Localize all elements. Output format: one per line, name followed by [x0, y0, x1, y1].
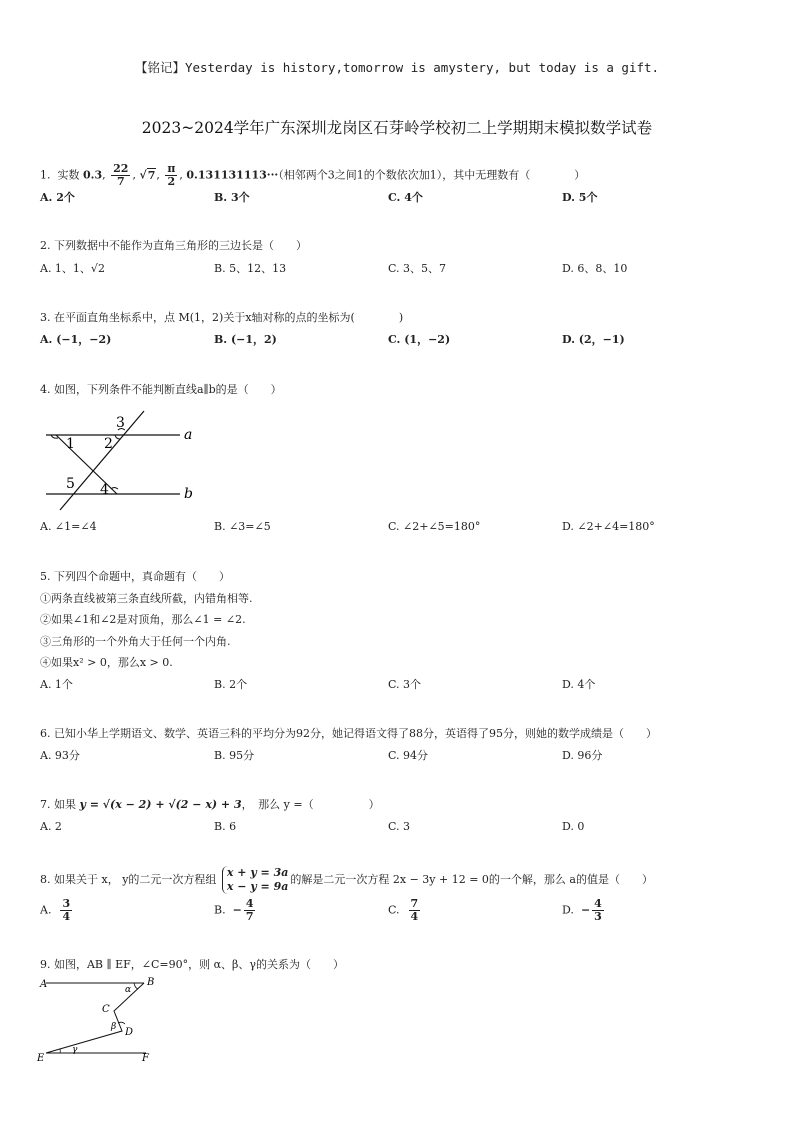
q2-option-c[interactable]: C. 3、5、7: [388, 262, 447, 275]
q4-label-4: 4: [100, 482, 109, 498]
q8-post: 的解是二元一次方程 2x − 3y + 12 = 0的一个解，那么 a的值是（ ）: [290, 873, 653, 886]
q4-option-b[interactable]: B. ∠3=∠5: [214, 520, 271, 533]
q7-post: ， 那么 y =（ ）: [241, 798, 380, 811]
q9-label-c: C: [102, 1004, 110, 1015]
question-9: 9. 如图，AB ∥ EF，∠C=90°，则 α、β、γ的关系为（ ）: [40, 958, 344, 971]
q8-option-b[interactable]: B. − $\frac{4}{7}$: [214, 897, 254, 923]
q4-label-a: a: [184, 427, 193, 443]
q4-label-1: 1: [66, 436, 75, 452]
q9-label-e: E: [37, 1053, 45, 1064]
q3-option-b[interactable]: B. (−1，2): [214, 333, 277, 346]
q9-label-alpha: α: [125, 985, 132, 995]
q9-label-gamma: γ: [72, 1045, 78, 1055]
q4-option-d[interactable]: D. ∠2+∠4=180°: [562, 520, 655, 533]
q9-label-beta: β: [111, 1022, 117, 1032]
q8-option-d[interactable]: D. − $\frac{4}{3}$: [562, 897, 602, 923]
q8-pre: 8. 如果关于 x， y的二元一次方程组: [40, 873, 217, 886]
question-2: 2. 下列数据中不能作为直角三角形的三边长是（ ）: [40, 239, 307, 252]
q1-fraction-2: $\frac{\pi}{2}$: [167, 162, 176, 188]
q7-option-a[interactable]: A. 2: [40, 820, 62, 833]
q9-label-b: B: [147, 977, 155, 988]
question-5: 5. 下列四个命题中，真命题有（ ）: [40, 570, 230, 583]
q1-pre: 实数: [57, 168, 80, 182]
q1-sqrt: √7: [139, 168, 156, 182]
q4-angle2-arc: [115, 435, 120, 439]
q5-option-b[interactable]: B. 2个: [214, 678, 248, 691]
q7-pre: 7. 如果: [40, 798, 76, 811]
question-8: [40, 866, 653, 894]
q8-option-a[interactable]: A. $\frac{3}{4}$: [40, 897, 71, 923]
question-3: 3. 在平面直角坐标系中，点 M(1，2)关于x轴对称的点的坐标为( ): [40, 311, 404, 324]
q4-label-3: 3: [116, 415, 125, 431]
q5-option-d[interactable]: D. 4个: [562, 678, 596, 691]
q1-repeating: 0.131131113···: [186, 168, 279, 182]
q1-post: （相邻两个3之间1的个数依次加1），其中无理数有（ ）: [278, 168, 586, 182]
q4-option-a[interactable]: A. ∠1=∠4: [40, 520, 97, 533]
q7-option-c[interactable]: C. 3: [388, 820, 411, 833]
q7-option-d[interactable]: D. 0: [562, 820, 585, 833]
q5-option-a[interactable]: A. 1个: [40, 678, 73, 691]
q4-figure: [42, 408, 212, 518]
q6-option-b[interactable]: B. 95分: [214, 749, 255, 762]
page-title: 2023~2024学年广东深圳龙岗区石芽岭学校初二上学期期末模拟数学试卷: [141, 119, 653, 137]
q9-label-a: A: [40, 979, 48, 990]
q8-option-c[interactable]: C. $\frac{7}{4}$: [388, 897, 419, 923]
question-6: 6. 已知小华上学期语文、数学、英语三科的平均分为92分，她记得语文得了88分，英语得了95分，则她的数学成绩是（ ）: [40, 727, 657, 740]
q5-statement-4: ④如果x² > 0，那么x > 0.: [40, 656, 173, 669]
question-4: 4. 如图，下列条件不能判断直线a∥b的是（ ）: [40, 383, 282, 396]
q1-option-d[interactable]: D. 5个: [562, 191, 598, 204]
q3-option-d[interactable]: D. (2，−1): [562, 333, 625, 346]
q7-equation: y = √(x − 2) + √(2 − x) + 3: [79, 798, 242, 811]
q9-figure: [34, 975, 164, 1065]
q4-label-2: 2: [104, 436, 113, 452]
q5-option-c[interactable]: C. 3个: [388, 678, 422, 691]
q4-label-5: 5: [66, 476, 75, 492]
q1-option-a[interactable]: A. 2个: [40, 191, 75, 204]
q4-option-c[interactable]: C. ∠2+∠5=180°: [388, 520, 481, 533]
q2-option-b[interactable]: B. 5、12、13: [214, 262, 287, 275]
question-7: [40, 797, 380, 813]
q6-option-d[interactable]: D. 96分: [562, 749, 603, 762]
q5-statement-3: ③三角形的一个外角大于任何一个内角.: [40, 635, 231, 648]
q9-label-d: D: [125, 1027, 134, 1038]
q3-option-a[interactable]: A. (−1，−2): [40, 333, 112, 346]
q4-label-b: b: [184, 486, 193, 502]
q8-equation-system: x + y = 3a x − y = 9a: [222, 866, 288, 894]
q5-statement-1: ①两条直线被第三条直线所截，内错角相等.: [40, 592, 253, 605]
q1-option-b[interactable]: B. 3个: [214, 191, 250, 204]
motto: 【铭记】Yesterday is history,tomorrow is amystery, but today is a gift.: [134, 60, 660, 75]
q5-statement-2: ②如果∠1和∠2是对顶角，那么∠1 = ∠2.: [40, 613, 246, 626]
q1-number: 1.: [40, 168, 51, 182]
q1-value-a: 0.3: [83, 168, 103, 182]
q1-option-c[interactable]: C. 4个: [388, 191, 423, 204]
q3-option-c[interactable]: C. (1，−2): [388, 333, 451, 346]
q2-option-a[interactable]: A. 1、1、√2: [40, 262, 105, 275]
q1-fraction-1: $\frac{22}{7}$: [113, 162, 129, 188]
question-1: 1. 实数 0.3, $\frac{22}{7}$ , √7, $\frac{\pi}{2}$ , 0.131131113···（相邻两个3之间1的个数依次加1），其中无理数有（ ）: [40, 162, 586, 188]
q6-option-c[interactable]: C. 94分: [388, 749, 429, 762]
q9-label-f: F: [142, 1053, 149, 1064]
q7-option-b[interactable]: B. 6: [214, 820, 237, 833]
q6-option-a[interactable]: A. 93分: [40, 749, 80, 762]
q2-option-d[interactable]: D. 6、8、10: [562, 262, 628, 275]
